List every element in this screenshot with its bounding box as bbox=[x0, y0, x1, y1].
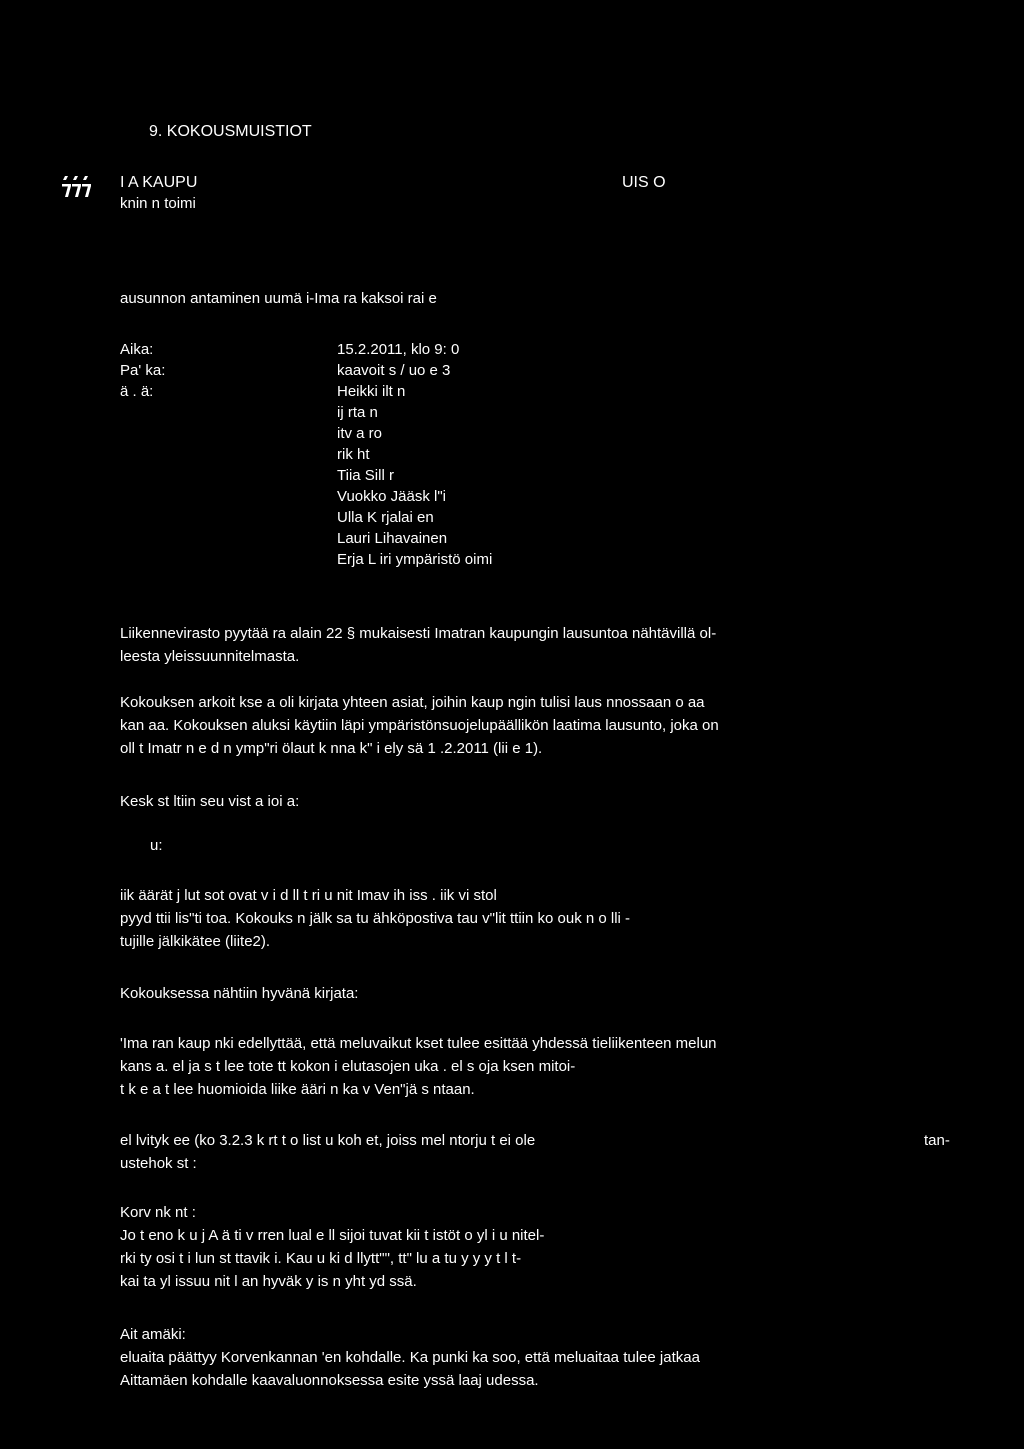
attendee-item: Tiia Sill r bbox=[337, 467, 394, 484]
paragraph-line: iik äärät j lut sot ovat v i d ll t ri u nit Imav ih iss . iik vi stol bbox=[120, 887, 497, 904]
paragraph-discussion: Kesk st ltiin seu vist a ioi a: bbox=[120, 793, 300, 810]
paragraph-line: 'Ima ran kaup nki edellyttää, että meluvaikut kset tulee esittää yhdessä tieliikenteen melun bbox=[120, 1035, 717, 1052]
letterhead-title: I A KAUPU bbox=[120, 174, 198, 191]
meta-time-label: Aika: bbox=[120, 341, 154, 358]
paragraph-line: Liikennevirasto pyytää ra alain 22 § mukaisesti Imatran kaupungin lausuntoa nähtävillä ol- bbox=[120, 625, 717, 642]
paragraph-line: Kokouksen arkoit kse a oli kirjata yhteen asiat, joihin kaup ngin tulisi laus nnossaan o aa bbox=[120, 694, 705, 711]
paragraph-line: leesta yleissuunnitelmasta. bbox=[120, 648, 300, 665]
subheading-korvenkanta: Korv nk nt : bbox=[120, 1204, 196, 1221]
attendee-item: ij rta n bbox=[337, 404, 378, 421]
attendee-item: Ulla K rjalai en bbox=[337, 509, 434, 526]
attendee-item: Lauri Lihavainen bbox=[337, 530, 448, 547]
meta-place-label: Pa' ka: bbox=[120, 362, 166, 379]
attendee-item: Heikki ilt n bbox=[337, 383, 406, 400]
paragraph-line: tujille jälkikätee (liite2). bbox=[120, 933, 271, 950]
attendee-item: Vuokko Jääsk l"i bbox=[337, 488, 446, 505]
meta-place-value: kaavoit s / uo e 3 bbox=[337, 362, 451, 379]
meta-attendees-label: ä . ä: bbox=[120, 383, 154, 400]
paragraph-line: pyyd ttii lis"ti toa. Kokouks n jälk sa tu ähköpostiva tau v"lit ttiin ko ouk n o lli - bbox=[120, 910, 631, 927]
section-heading: 9. KOKOUSMUISTIOT bbox=[149, 123, 312, 140]
paragraph-line: oll t Imatr n e d n ymp"ri ölaut k nna k" i ely sä 1 .2.2011 (lii e 1). bbox=[120, 740, 543, 757]
paragraph-line: t k e a t lee huomioida liike ääri n ka v Ven"jä s ntaan. bbox=[120, 1081, 475, 1098]
paragraph-agreed: Kokouksessa nähtiin hyvänä kirjata: bbox=[120, 985, 359, 1002]
paragraph-line: kai ta yl issuu nit l an hyväk y is n yht yd ssä. bbox=[120, 1273, 417, 1290]
letterhead-title-right: UIS O bbox=[622, 174, 666, 191]
attendee-item: itv a ro bbox=[337, 425, 383, 442]
paragraph-line: Jo t eno k u j A ä ti v rren lual e ll sijoi tuvat kii t istöt o yl i u nitel- bbox=[120, 1227, 545, 1244]
letterhead-department: knin n toimi bbox=[120, 195, 196, 212]
city-logo-icon bbox=[62, 165, 98, 205]
paragraph-line: kan aa. Kokouksen aluksi käytiin läpi ympäristönsuojelupäällikön laatima lausunto, joka on bbox=[120, 717, 719, 734]
paragraph-line: eluaita päättyy Korvenkannan 'en kohdalle. Ka punki ka soo, että meluaitaa tulee jatkaa bbox=[120, 1349, 700, 1366]
paragraph-line-hyphen: tan- bbox=[924, 1132, 950, 1149]
paragraph-line: ustehok st : bbox=[120, 1155, 197, 1172]
document-subject: ausunnon antaminen uumä i-Ima ra kaksoi rai e bbox=[120, 290, 437, 307]
attendee-item: rik ht bbox=[337, 446, 370, 463]
meta-time-value: 15.2.2011, klo 9: 0 bbox=[337, 341, 460, 358]
subheading-aittamaki: Ait amäki: bbox=[120, 1326, 186, 1343]
subheading-short: u: bbox=[150, 837, 163, 854]
paragraph-line: rki ty osi t i lun st ttavik i. Kau u ki d llytt"", tt" lu a tu y y y t l t- bbox=[120, 1250, 522, 1267]
paragraph-line: kans a. el ja s t lee tote tt kokon i elutasojen uka . el s oja ksen mitoi- bbox=[120, 1058, 576, 1075]
attendee-item: Erja L iri ympäristö oimi bbox=[337, 551, 493, 568]
paragraph-line: Aittamäen kohdalle kaavaluonnoksessa esite yssä laaj udessa. bbox=[120, 1372, 539, 1389]
paragraph-line: el lvityk ee (ko 3.2.3 k rt t o list u koh et, joiss mel ntorju t ei ole bbox=[120, 1132, 536, 1149]
